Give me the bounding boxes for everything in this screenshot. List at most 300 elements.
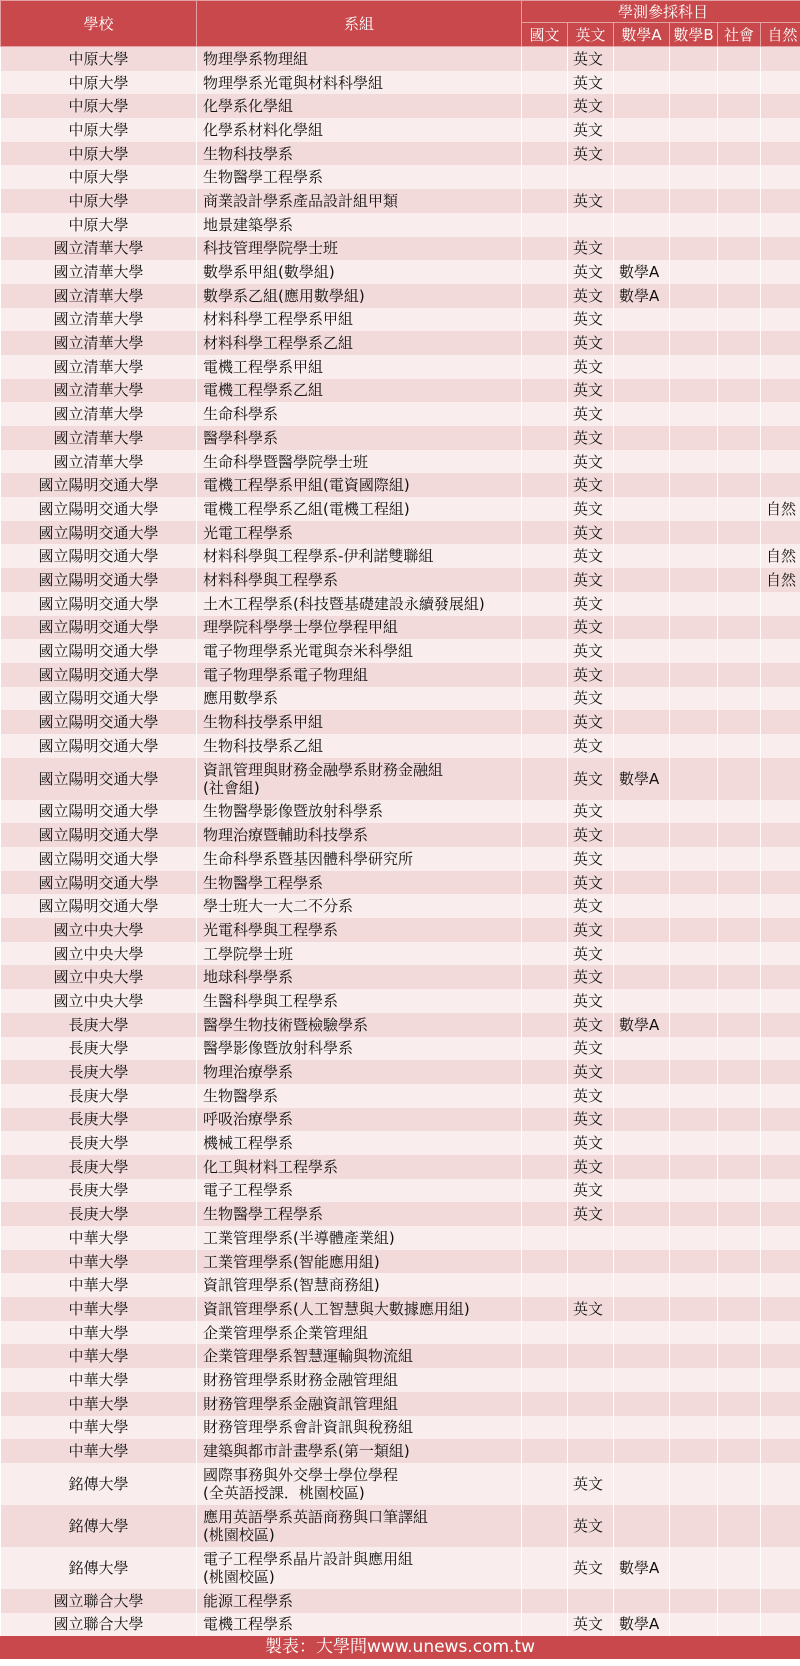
subject-cell: 數學A bbox=[614, 1613, 670, 1637]
subject-cell bbox=[522, 918, 568, 942]
subject-cell bbox=[522, 663, 568, 687]
school-cell: 中華大學 bbox=[1, 1297, 197, 1321]
subject-cell bbox=[568, 1344, 614, 1368]
table-row bbox=[1, 734, 800, 758]
subject-cell: 英文 bbox=[568, 1131, 614, 1155]
subject-cell bbox=[718, 1226, 761, 1250]
dept-cell bbox=[197, 663, 522, 687]
subject-cell bbox=[718, 1060, 761, 1084]
subject-cell bbox=[522, 1179, 568, 1203]
subject-cell bbox=[670, 1505, 718, 1547]
dept-line: 財務管理學系會計資訊與稅務組 bbox=[203, 1418, 414, 1437]
dept-cell bbox=[197, 237, 522, 261]
dept-line: 理學院科學學士學位學程甲組 bbox=[203, 618, 399, 637]
dept-cell bbox=[197, 894, 522, 918]
subject-cell bbox=[670, 639, 718, 663]
subject-cell bbox=[718, 989, 761, 1013]
subject-cell bbox=[761, 521, 800, 545]
subject-cell bbox=[670, 1344, 718, 1368]
dept-line: 材料科學與工程學系 bbox=[203, 570, 339, 589]
subject-cell bbox=[761, 213, 800, 237]
school-cell: 長庚大學 bbox=[1, 1155, 197, 1179]
dept-cell bbox=[197, 800, 522, 824]
subject-cell bbox=[522, 894, 568, 918]
subject-cell bbox=[670, 734, 718, 758]
subject-cell bbox=[522, 118, 568, 142]
dept-cell bbox=[197, 189, 522, 213]
school-cell: 國立中央大學 bbox=[1, 965, 197, 989]
dept-line: 工業管理學系(智能應用組) bbox=[203, 1252, 380, 1271]
subject-cell bbox=[761, 1439, 800, 1463]
subject-cell bbox=[670, 1108, 718, 1132]
subject-cell bbox=[761, 473, 800, 497]
subject-cell bbox=[761, 1321, 800, 1345]
subject-cell bbox=[761, 379, 800, 403]
subject-cell: 英文 bbox=[568, 616, 614, 640]
table-row bbox=[1, 758, 800, 800]
subject-cell bbox=[614, 1321, 670, 1345]
subject-cell bbox=[670, 237, 718, 261]
school-cell: 中華大學 bbox=[1, 1392, 197, 1416]
subject-cell bbox=[522, 1463, 568, 1505]
table-row bbox=[1, 1084, 800, 1108]
school-cell: 中華大學 bbox=[1, 1439, 197, 1463]
subject-cell bbox=[670, 544, 718, 568]
subject-cell bbox=[522, 426, 568, 450]
subject-cell bbox=[670, 568, 718, 592]
dept-line: 應用數學系 bbox=[203, 689, 279, 708]
subject-cell bbox=[522, 1392, 568, 1416]
subject-cell: 英文 bbox=[568, 402, 614, 426]
subject-cell bbox=[670, 426, 718, 450]
subject-cell: 英文 bbox=[568, 331, 614, 355]
subject-cell bbox=[614, 989, 670, 1013]
subject-cell bbox=[522, 1060, 568, 1084]
subject-cell bbox=[670, 1250, 718, 1274]
subject-cell bbox=[761, 592, 800, 616]
subject-cell: 英文 bbox=[568, 758, 614, 800]
subject-cell bbox=[761, 237, 800, 261]
dept-cell bbox=[197, 118, 522, 142]
school-cell: 中原大學 bbox=[1, 71, 197, 95]
subject-cell bbox=[718, 1179, 761, 1203]
subject-cell bbox=[522, 237, 568, 261]
subject-cell bbox=[614, 94, 670, 118]
subject-cell: 英文 bbox=[568, 47, 614, 71]
dept-line: 化學系材料化學組 bbox=[203, 120, 324, 139]
subject-cell: 英文 bbox=[568, 918, 614, 942]
table-row bbox=[1, 1321, 800, 1345]
subject-cell bbox=[522, 544, 568, 568]
subject-cell bbox=[522, 450, 568, 474]
school-cell: 國立陽明交通大學 bbox=[1, 663, 197, 687]
subject-cell: 英文 bbox=[568, 1202, 614, 1226]
subject-cell bbox=[614, 1084, 670, 1108]
subject-cell bbox=[670, 616, 718, 640]
subject-cell bbox=[718, 189, 761, 213]
subject-cell bbox=[522, 1250, 568, 1274]
subject-cell bbox=[614, 1037, 670, 1061]
subject-cell: 英文 bbox=[568, 260, 614, 284]
subject-cell bbox=[522, 1297, 568, 1321]
school-cell: 中原大學 bbox=[1, 94, 197, 118]
dept-line: 生物醫學系 bbox=[203, 1086, 279, 1105]
table-row bbox=[1, 1368, 800, 1392]
dept-line: 呼吸治療學系 bbox=[203, 1110, 294, 1129]
subject-cell bbox=[761, 1179, 800, 1203]
table-row bbox=[1, 544, 800, 568]
subject-cell bbox=[614, 1131, 670, 1155]
school-cell: 中原大學 bbox=[1, 47, 197, 71]
dept-cell bbox=[197, 213, 522, 237]
subject-cell bbox=[614, 426, 670, 450]
subject-cell bbox=[761, 1613, 800, 1637]
subject-cell bbox=[614, 1108, 670, 1132]
subject-cell bbox=[522, 142, 568, 166]
subject-cell bbox=[522, 1344, 568, 1368]
subject-cell bbox=[614, 47, 670, 71]
school-cell: 國立陽明交通大學 bbox=[1, 639, 197, 663]
subject-cell bbox=[614, 871, 670, 895]
subject-cell bbox=[614, 568, 670, 592]
subject-cell bbox=[718, 473, 761, 497]
subject-cell bbox=[761, 989, 800, 1013]
subject-cell bbox=[670, 308, 718, 332]
subject-cell bbox=[522, 1155, 568, 1179]
subject-cell bbox=[670, 165, 718, 189]
dept-line: 數學系甲組(數學組) bbox=[203, 263, 335, 282]
school-cell: 國立清華大學 bbox=[1, 355, 197, 379]
subject-cell bbox=[670, 1416, 718, 1440]
dept-line: 財務管理學系財務金融管理組 bbox=[203, 1370, 399, 1389]
subject-cell: 英文 bbox=[568, 847, 614, 871]
table-row bbox=[1, 71, 800, 95]
subject-cell: 英文 bbox=[568, 871, 614, 895]
table-row bbox=[1, 1505, 800, 1547]
dept-line: (社會組) bbox=[203, 778, 260, 797]
subject-cell bbox=[614, 355, 670, 379]
subject-cell: 英文 bbox=[568, 823, 614, 847]
subject-cell: 英文 bbox=[568, 284, 614, 308]
dept-line: 生物醫學工程學系 bbox=[203, 1205, 324, 1224]
dept-cell bbox=[197, 1505, 522, 1547]
subject-cell: 英文 bbox=[568, 734, 614, 758]
subject-cell: 英文 bbox=[568, 1297, 614, 1321]
subject-cell bbox=[718, 965, 761, 989]
subject-cell bbox=[761, 871, 800, 895]
subject-cell bbox=[522, 965, 568, 989]
subject-cell bbox=[522, 847, 568, 871]
dept-line: 電機工程學系乙組(電機工程組) bbox=[203, 499, 410, 518]
subject-cell bbox=[670, 965, 718, 989]
dept-cell bbox=[197, 1250, 522, 1274]
subject-cell bbox=[718, 1037, 761, 1061]
subject-cell bbox=[718, 1321, 761, 1345]
subject-cell bbox=[761, 189, 800, 213]
dept-cell bbox=[197, 965, 522, 989]
dept-line: (全英語授課．桃園校區) bbox=[203, 1483, 365, 1502]
subject-cell bbox=[614, 710, 670, 734]
subject-cell bbox=[761, 1037, 800, 1061]
subject-cell: 自然 bbox=[761, 497, 800, 521]
dept-cell bbox=[197, 616, 522, 640]
subject-cell bbox=[614, 331, 670, 355]
dept-cell bbox=[197, 71, 522, 95]
dept-line: 光電科學與工程學系 bbox=[203, 920, 339, 939]
subject-cell bbox=[670, 918, 718, 942]
subject-cell bbox=[670, 1060, 718, 1084]
subject-cell bbox=[761, 1273, 800, 1297]
dept-line: 生物醫學工程學系 bbox=[203, 873, 324, 892]
table-row bbox=[1, 871, 800, 895]
subject-cell bbox=[670, 687, 718, 711]
table-row bbox=[1, 1416, 800, 1440]
dept-line: 電機工程學系 bbox=[203, 1615, 294, 1634]
subject-cell: 數學A bbox=[614, 1547, 670, 1589]
subject-cell bbox=[522, 616, 568, 640]
school-cell: 國立陽明交通大學 bbox=[1, 592, 197, 616]
table-row bbox=[1, 1463, 800, 1505]
dept-cell bbox=[197, 260, 522, 284]
subject-cell: 數學A bbox=[614, 758, 670, 800]
school-cell: 中華大學 bbox=[1, 1226, 197, 1250]
table-row bbox=[1, 1250, 800, 1274]
column-header-subject: 社會 bbox=[718, 23, 761, 47]
school-cell: 長庚大學 bbox=[1, 1202, 197, 1226]
school-cell: 國立清華大學 bbox=[1, 331, 197, 355]
school-cell: 國立清華大學 bbox=[1, 284, 197, 308]
table-row bbox=[1, 260, 800, 284]
table-row bbox=[1, 639, 800, 663]
school-cell: 國立陽明交通大學 bbox=[1, 687, 197, 711]
subject-cell bbox=[614, 1155, 670, 1179]
dept-cell bbox=[197, 1131, 522, 1155]
school-cell: 長庚大學 bbox=[1, 1037, 197, 1061]
subject-cell bbox=[670, 894, 718, 918]
subject-cell bbox=[718, 1344, 761, 1368]
credit-footer: 製表：大學問www.unews.com.tw bbox=[0, 1636, 800, 1659]
subject-cell bbox=[614, 473, 670, 497]
dept-cell bbox=[197, 521, 522, 545]
subject-cell bbox=[761, 918, 800, 942]
school-cell: 銘傳大學 bbox=[1, 1505, 197, 1547]
subject-cell: 數學A bbox=[614, 1013, 670, 1037]
subject-cell bbox=[670, 1037, 718, 1061]
subject-cell bbox=[522, 1131, 568, 1155]
subject-cell bbox=[522, 758, 568, 800]
school-cell: 中原大學 bbox=[1, 213, 197, 237]
subject-cell: 英文 bbox=[568, 1013, 614, 1037]
subject-cell bbox=[718, 237, 761, 261]
subject-cell: 英文 bbox=[568, 521, 614, 545]
subject-cell bbox=[761, 142, 800, 166]
table-row bbox=[1, 308, 800, 332]
subject-cell bbox=[614, 592, 670, 616]
subject-cell bbox=[670, 942, 718, 966]
subject-cell bbox=[614, 1226, 670, 1250]
subject-cell bbox=[761, 823, 800, 847]
dept-line: 電機工程學系乙組 bbox=[203, 381, 324, 400]
dept-cell bbox=[197, 165, 522, 189]
dept-line: 電子物理學系電子物理組 bbox=[203, 665, 369, 684]
school-cell: 中原大學 bbox=[1, 118, 197, 142]
school-cell: 國立陽明交通大學 bbox=[1, 710, 197, 734]
subject-cell bbox=[670, 1392, 718, 1416]
table-row bbox=[1, 1344, 800, 1368]
subject-cell bbox=[614, 1368, 670, 1392]
dept-line: 科技管理學院學士班 bbox=[203, 239, 339, 258]
dept-cell bbox=[197, 1321, 522, 1345]
subject-cell bbox=[522, 687, 568, 711]
dept-line: 電子工程學系晶片設計與應用組 bbox=[203, 1549, 414, 1568]
subject-cell bbox=[670, 284, 718, 308]
school-cell: 國立陽明交通大學 bbox=[1, 847, 197, 871]
dept-cell bbox=[197, 1392, 522, 1416]
subject-cell bbox=[761, 1226, 800, 1250]
school-cell: 長庚大學 bbox=[1, 1131, 197, 1155]
dept-cell bbox=[197, 1368, 522, 1392]
subject-cell bbox=[522, 989, 568, 1013]
subject-cell bbox=[718, 1613, 761, 1637]
school-cell: 國立陽明交通大學 bbox=[1, 758, 197, 800]
subject-cell bbox=[522, 1547, 568, 1589]
subject-cell bbox=[761, 284, 800, 308]
school-cell: 銘傳大學 bbox=[1, 1547, 197, 1589]
subject-cell: 英文 bbox=[568, 965, 614, 989]
dept-line: 化工與材料工程學系 bbox=[203, 1157, 339, 1176]
subject-cell bbox=[761, 260, 800, 284]
school-cell: 國立陽明交通大學 bbox=[1, 871, 197, 895]
subject-cell bbox=[614, 734, 670, 758]
subject-cell bbox=[568, 213, 614, 237]
subject-cell bbox=[670, 379, 718, 403]
school-cell: 國立清華大學 bbox=[1, 237, 197, 261]
table-row bbox=[1, 1108, 800, 1132]
subject-cell bbox=[761, 1155, 800, 1179]
table-row bbox=[1, 1273, 800, 1297]
subject-cell bbox=[614, 639, 670, 663]
dept-cell bbox=[197, 1084, 522, 1108]
subject-cell bbox=[761, 1202, 800, 1226]
dept-cell bbox=[197, 355, 522, 379]
subject-cell bbox=[614, 1060, 670, 1084]
subject-cell bbox=[522, 521, 568, 545]
subject-cell bbox=[670, 1321, 718, 1345]
dept-line: 生物科技學系 bbox=[203, 144, 294, 163]
table-row bbox=[1, 1060, 800, 1084]
subject-cell bbox=[761, 1131, 800, 1155]
subject-cell bbox=[568, 1321, 614, 1345]
subject-cell bbox=[614, 663, 670, 687]
table-row bbox=[1, 237, 800, 261]
subject-cell bbox=[522, 1084, 568, 1108]
school-cell: 國立清華大學 bbox=[1, 379, 197, 403]
subject-cell bbox=[718, 758, 761, 800]
subject-cell bbox=[522, 1505, 568, 1547]
subject-cell bbox=[670, 823, 718, 847]
school-cell: 國立中央大學 bbox=[1, 918, 197, 942]
subject-cell: 英文 bbox=[568, 710, 614, 734]
subject-cell bbox=[670, 847, 718, 871]
subject-cell bbox=[718, 1297, 761, 1321]
dept-cell bbox=[197, 284, 522, 308]
subject-cell bbox=[670, 1547, 718, 1589]
dept-line: 電機工程學系甲組(電資國際組) bbox=[203, 476, 410, 495]
subject-cell: 英文 bbox=[568, 355, 614, 379]
subject-cell bbox=[761, 1013, 800, 1037]
subject-cell bbox=[718, 402, 761, 426]
table-row bbox=[1, 497, 800, 521]
subject-cell bbox=[614, 616, 670, 640]
dept-cell bbox=[197, 1613, 522, 1637]
subject-cell bbox=[718, 118, 761, 142]
subject-cell bbox=[614, 1250, 670, 1274]
table-row bbox=[1, 1589, 800, 1613]
subject-cell bbox=[670, 1013, 718, 1037]
subject-cell bbox=[718, 1392, 761, 1416]
dept-line: 土木工程學系(科技暨基礎建設永續發展組) bbox=[203, 594, 485, 613]
subject-cell bbox=[718, 568, 761, 592]
subject-cell bbox=[718, 918, 761, 942]
subject-cell bbox=[568, 1226, 614, 1250]
subject-cell bbox=[522, 1439, 568, 1463]
school-cell: 中華大學 bbox=[1, 1416, 197, 1440]
subject-cell: 英文 bbox=[568, 94, 614, 118]
subject-cell bbox=[718, 521, 761, 545]
subject-cell bbox=[761, 1060, 800, 1084]
dept-line: 資訊管理與財務金融學系財務金融組 bbox=[203, 760, 444, 779]
subject-cell bbox=[718, 355, 761, 379]
subject-cell bbox=[718, 710, 761, 734]
subject-cell bbox=[718, 497, 761, 521]
dept-cell bbox=[197, 1297, 522, 1321]
subject-cell: 英文 bbox=[568, 592, 614, 616]
dept-cell bbox=[197, 1547, 522, 1589]
dept-cell bbox=[197, 1226, 522, 1250]
dept-cell bbox=[197, 473, 522, 497]
subject-cell bbox=[522, 165, 568, 189]
table-row bbox=[1, 1037, 800, 1061]
subject-cell bbox=[522, 942, 568, 966]
subject-cell bbox=[614, 965, 670, 989]
subject-cell bbox=[568, 1368, 614, 1392]
subject-cell bbox=[761, 1344, 800, 1368]
school-cell: 國立聯合大學 bbox=[1, 1613, 197, 1637]
subject-cell: 英文 bbox=[568, 1613, 614, 1637]
table-row bbox=[1, 1439, 800, 1463]
table-row bbox=[1, 142, 800, 166]
subject-cell bbox=[718, 284, 761, 308]
subject-cell: 英文 bbox=[568, 1155, 614, 1179]
subject-cell bbox=[614, 165, 670, 189]
subject-cell bbox=[670, 663, 718, 687]
column-header-subject: 自然 bbox=[761, 23, 800, 47]
subject-cell bbox=[522, 1037, 568, 1061]
subject-cell bbox=[614, 308, 670, 332]
school-cell: 國立陽明交通大學 bbox=[1, 823, 197, 847]
subject-cell bbox=[614, 942, 670, 966]
table-row bbox=[1, 94, 800, 118]
table-row bbox=[1, 426, 800, 450]
subject-cell: 英文 bbox=[568, 237, 614, 261]
subject-cell bbox=[761, 1392, 800, 1416]
subject-cell: 數學A bbox=[614, 284, 670, 308]
school-cell: 國立中央大學 bbox=[1, 989, 197, 1013]
subject-cell bbox=[761, 118, 800, 142]
school-cell: 國立陽明交通大學 bbox=[1, 473, 197, 497]
table-row bbox=[1, 616, 800, 640]
school-cell: 中華大學 bbox=[1, 1368, 197, 1392]
